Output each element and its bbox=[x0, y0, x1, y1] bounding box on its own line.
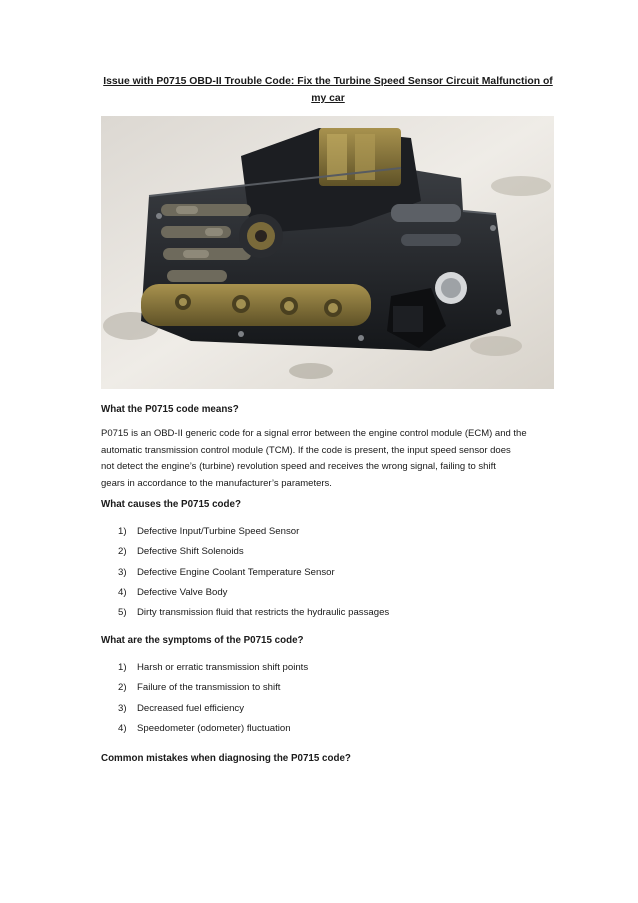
list-text: Defective Shift Solenoids bbox=[137, 546, 244, 558]
list-number: 2) bbox=[118, 682, 127, 694]
paragraph-line: gears in accordance to the manufacturer’s parameters. bbox=[101, 478, 332, 490]
list-item bbox=[118, 661, 308, 681]
transmission-valve-body-image bbox=[101, 116, 554, 389]
list-item bbox=[118, 722, 308, 742]
list-number: 5) bbox=[118, 607, 127, 619]
list-number: 1) bbox=[118, 526, 127, 537]
list-item bbox=[118, 566, 389, 586]
list-number: 1) bbox=[118, 662, 127, 673]
symptoms-list bbox=[118, 661, 308, 742]
heading-code-meaning: What the P0715 code means? bbox=[101, 404, 239, 415]
list-text: Harsh or erratic transmission shift points bbox=[137, 662, 309, 673]
heading-symptoms: What are the symptoms of the P0715 code? bbox=[101, 635, 304, 646]
list-item bbox=[118, 702, 308, 722]
paragraph-line: not detect the engine’s (turbine) revolution speed and receives the wrong signal, failing to shift bbox=[101, 461, 496, 473]
list-text: Decreased fuel efficiency bbox=[137, 702, 245, 714]
list-text: Dirty transmission fluid that restricts the hydraulic passages bbox=[137, 607, 390, 619]
list-item bbox=[118, 525, 389, 545]
paragraph-line: P0715 is an OBD-II generic code for a signal error between the engine control module (ECM) and the bbox=[101, 428, 527, 439]
list-text: Defective Valve Body bbox=[137, 586, 228, 598]
list-number: 3) bbox=[118, 702, 127, 714]
document-title: Issue with P0715 OBD-II Trouble Code: Fix the Turbine Speed Sensor Circuit Malfunction of my car bbox=[103, 76, 553, 104]
list-number: 3) bbox=[118, 566, 127, 578]
causes-list bbox=[118, 525, 389, 626]
list-text: Defective Engine Coolant Temperature Sensor bbox=[137, 566, 335, 578]
valve-body-photo bbox=[101, 116, 554, 389]
paragraph-line: automatic transmission control module (TCM). If the code is present, the input speed sensor does bbox=[101, 444, 511, 456]
code-meaning-paragraph bbox=[101, 426, 551, 493]
list-item bbox=[118, 586, 389, 606]
heading-common-mistakes: Common mistakes when diagnosing the P0715 code? bbox=[101, 753, 351, 764]
list-number: 2) bbox=[118, 546, 127, 558]
heading-causes: What causes the P0715 code? bbox=[101, 499, 241, 510]
list-number: 4) bbox=[118, 586, 127, 598]
list-item bbox=[118, 545, 389, 565]
list-item bbox=[118, 606, 389, 626]
list-text: Defective Input/Turbine Speed Sensor bbox=[137, 526, 300, 537]
list-text: Failure of the transmission to shift bbox=[137, 682, 281, 694]
list-number: 4) bbox=[118, 722, 127, 734]
list-item bbox=[118, 681, 308, 701]
list-text: Speedometer (odometer) fluctuation bbox=[137, 722, 291, 734]
